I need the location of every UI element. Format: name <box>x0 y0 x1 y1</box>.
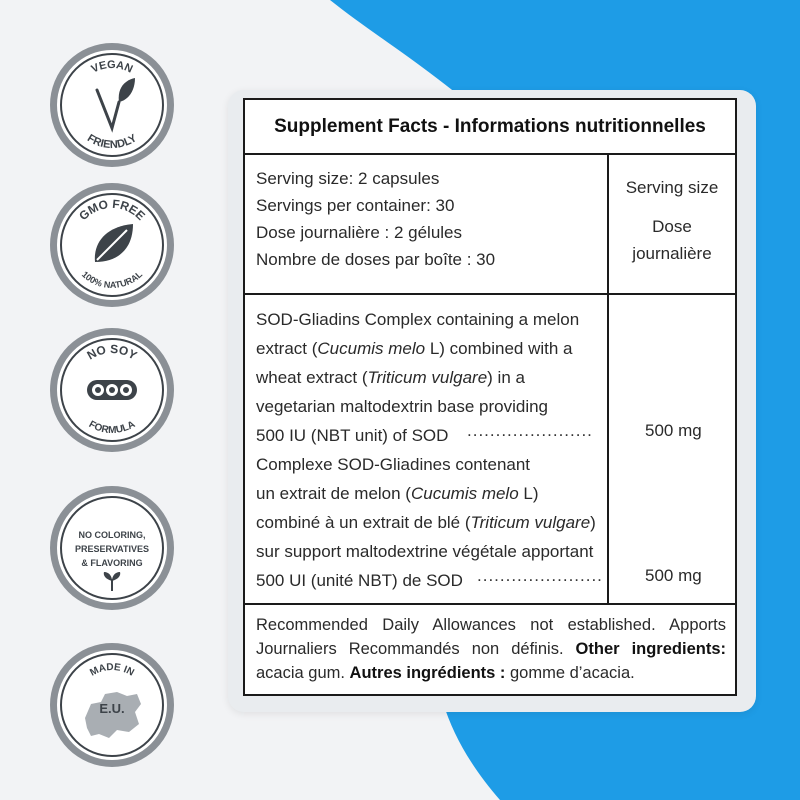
badge-bottom-text: FRIENDLY <box>85 132 139 152</box>
serving-size-line: Serving size: 2 capsules <box>256 169 440 188</box>
no-soy-badge <box>47 325 177 455</box>
dot-leader-fr: ...................... <box>477 566 603 585</box>
ingredient-fr-line-4: sur support maltodextrine végétale apportant <box>256 542 594 561</box>
badge-line-1: NO COLORING, <box>78 530 146 540</box>
badge-bottom-text: FORMULA <box>86 419 138 437</box>
ingredient-en-line-1: SOD-Gliadins Complex containing a melon <box>256 310 580 329</box>
amount-en: 500 mg <box>645 421 702 440</box>
badge-middle-text: E.U. <box>99 701 125 716</box>
nombre-doses-line: Nombre de doses par boîte : 30 <box>256 250 496 269</box>
badge-line-2: PRESERVATIVES <box>74 544 150 554</box>
badge-top-text: MADE IN <box>88 661 136 679</box>
ingredient-fr-line-1: Complexe SOD-Gliadines contenant <box>256 455 531 474</box>
ingredient-fr-line-5: 500 UI (unité NBT) de SOD <box>256 571 463 590</box>
badge-bottom-text: 100% NATURAL <box>79 269 145 291</box>
servings-per-container-line: Servings per container: 30 <box>256 196 455 215</box>
column-header-fr-2: journalière <box>632 244 712 263</box>
vegan-friendly-badge <box>47 40 177 170</box>
ingredient-section <box>256 305 596 595</box>
badge-top-text: NO SOY <box>84 341 140 363</box>
serving-column-header <box>609 174 735 267</box>
ingredient-fr-line-3: combiné à un extrait de blé (Triticum vulgare) <box>256 513 596 532</box>
ingredient-en-line-3: wheat extract (Triticum vulgare) in a <box>256 368 525 387</box>
ingredient-en-line-4: vegetarian maltodextrin base providing <box>256 397 549 416</box>
footer-text: Recommended Daily Allowances not established. Apports Journaliers Recommandés non définis. Other ingredients: acacia gum. Autres ingrédients : gomme d’acacia. <box>256 616 726 682</box>
facts-title: Supplement Facts - Informations nutritionnelles <box>245 100 735 155</box>
badge-line-3: & FLAVORING <box>81 558 143 568</box>
dot-leader-en: ...................... <box>467 421 593 440</box>
badge-top-text: VEGAN <box>89 58 135 76</box>
ingredient-fr-line-2: un extrait de melon (Cucumis melo L) <box>256 484 539 503</box>
amount-fr: 500 mg <box>645 566 702 585</box>
supplement-facts-panel <box>243 98 737 696</box>
footer-section <box>245 603 735 696</box>
dose-journaliere-line: Dose journalière : 2 gélules <box>256 223 463 242</box>
column-header-fr-1: Dose <box>652 217 692 236</box>
column-header-en: Serving size <box>625 178 719 197</box>
made-in-eu-badge <box>47 640 177 770</box>
ingredient-en-line-5: 500 IU (NBT unit) of SOD <box>256 426 449 445</box>
gmo-free-badge <box>47 180 177 310</box>
no-coloring-badge <box>47 483 177 613</box>
badge-top-text: GMO FREE <box>76 196 148 224</box>
other-ingredients-label: Other ingredients: <box>575 640 726 658</box>
ingredient-en-line-2: extract (Cucumis melo L) combined with a <box>256 339 573 358</box>
autres-ingredients-label: Autres ingrédients : <box>349 664 506 682</box>
soybean-icon <box>87 380 137 400</box>
